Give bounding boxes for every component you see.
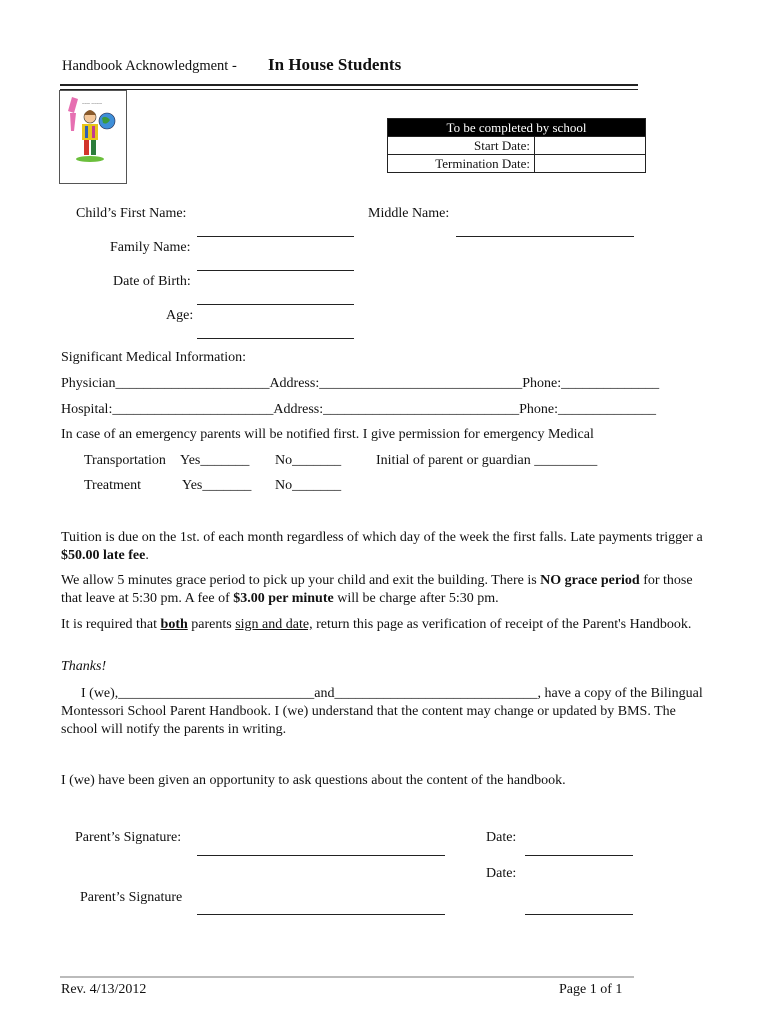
parent2-signature-label: Parent’s Signature bbox=[80, 890, 183, 905]
header-divider bbox=[60, 84, 638, 90]
treatment-label: Treatment bbox=[84, 478, 142, 493]
parent1-signature-field[interactable] bbox=[197, 855, 445, 856]
transportation-label: Transportation bbox=[84, 453, 166, 468]
physician-line[interactable]: Physician______________________Address:_____________________________Phone:______________ bbox=[61, 376, 660, 391]
date2-label: Date: bbox=[486, 866, 517, 881]
middle-name-label: Middle Name: bbox=[368, 206, 450, 221]
thanks-text: Thanks! bbox=[61, 659, 107, 674]
transportation-no-field[interactable]: No_______ bbox=[275, 453, 342, 468]
start-date-row bbox=[388, 136, 645, 154]
tuition-paragraph: Tuition is due on the 1st. of each month regardless of which day of the week the first falls. Late payments trigger a $50.00 late fee. bbox=[61, 530, 703, 563]
medical-heading: Significant Medical Information: bbox=[61, 350, 247, 365]
family-name-field[interactable] bbox=[197, 270, 354, 271]
date1-label: Date: bbox=[486, 830, 517, 845]
document-header-label: Handbook Acknowledgment - bbox=[62, 58, 237, 74]
first-name-label: Child’s First Name: bbox=[76, 206, 187, 221]
dob-label: Date of Birth: bbox=[113, 274, 191, 289]
school-use-table bbox=[387, 118, 646, 173]
first-name-field[interactable] bbox=[197, 236, 354, 237]
grace-period-paragraph: We allow 5 minutes grace period to pick up your child and exit the building. There is NO grace period for those that leave at 5:30 pm. A fee of $3.00 per minute will be charge after 5:30 pm. bbox=[61, 573, 693, 606]
hospital-line[interactable]: Hospital:_______________________Address:____________________________Phone:______________ bbox=[61, 402, 656, 417]
start-date-label: Start Date: bbox=[388, 137, 535, 154]
parent2-signature-field[interactable] bbox=[197, 914, 445, 915]
questions-paragraph: I (we) have been given an opportunity to ask questions about the content of the handbook. bbox=[61, 773, 566, 788]
termination-date-field[interactable] bbox=[535, 155, 645, 172]
family-name-label: Family Name: bbox=[110, 240, 191, 255]
school-logo bbox=[59, 90, 127, 184]
school-use-title: To be completed by school bbox=[388, 119, 645, 136]
guardian-initial-field[interactable]: Initial of parent or guardian _________ bbox=[376, 453, 598, 468]
transportation-yes-field[interactable]: Yes_______ bbox=[180, 453, 250, 468]
age-label: Age: bbox=[166, 308, 194, 323]
middle-name-field[interactable] bbox=[456, 236, 634, 237]
child-globe-logo-icon bbox=[60, 91, 126, 183]
date1-field[interactable] bbox=[525, 855, 633, 856]
document-title: In House Students bbox=[268, 55, 402, 74]
page-number: Page 1 of 1 bbox=[559, 982, 623, 997]
footer-divider bbox=[60, 976, 634, 978]
termination-date-row bbox=[388, 154, 645, 172]
emergency-permission-text: In case of an emergency parents will be notified first. I give permission for emergency Medical bbox=[61, 427, 594, 442]
revision-date: Rev. 4/13/2012 bbox=[61, 982, 147, 997]
treatment-no-field[interactable]: No_______ bbox=[275, 478, 342, 493]
age-field[interactable] bbox=[197, 338, 354, 339]
date2-field[interactable] bbox=[525, 914, 633, 915]
termination-date-label: Termination Date: bbox=[388, 155, 535, 172]
signature-requirement-paragraph: It is required that both parents sign and date, return this page as verification of receipt of the Parent's Handbook. bbox=[61, 617, 692, 632]
acknowledgment-paragraph: I (we),____________________________and_____________________________, have a copy of the Bilingual Montessori School Parent Handbook. I (we) understand that the content may change or updated by BMS. The school will notify the parents in writing. bbox=[61, 686, 703, 737]
svg-text:~~~ ~~~~: ~~~ ~~~~ bbox=[82, 102, 103, 107]
start-date-field[interactable] bbox=[535, 137, 645, 154]
dob-field[interactable] bbox=[197, 304, 354, 305]
treatment-yes-field[interactable]: Yes_______ bbox=[182, 478, 252, 493]
parent1-signature-label: Parent’s Signature: bbox=[75, 830, 182, 845]
